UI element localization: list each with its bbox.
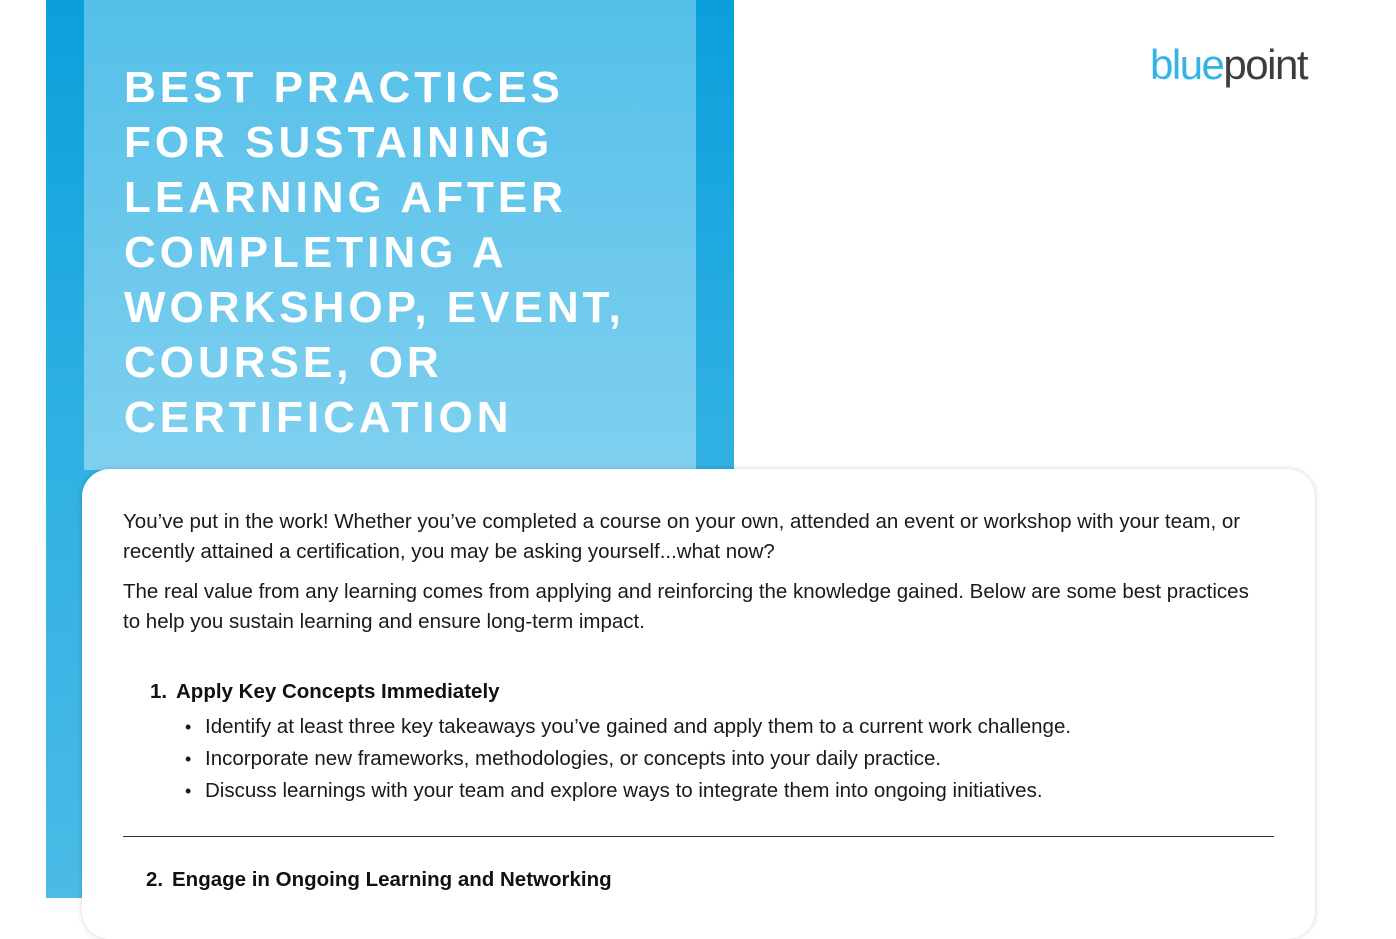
title-line: LEARNING AFTER — [124, 173, 568, 222]
section-heading-1 — [150, 679, 500, 705]
list-item-text: Incorporate new frameworks, methodologies, or concepts into your daily practice. — [205, 747, 942, 770]
title-line: WORKSHOP, EVENT, — [124, 283, 625, 332]
page-title — [124, 60, 684, 445]
logo-text-point: point — [1223, 41, 1307, 88]
section-title: Engage in Ongoing Learning and Networking — [172, 868, 612, 891]
section-heading-2 — [146, 867, 612, 893]
intro-paragraph-2: The real value from any learning comes from applying and reinforcing the knowledge gained. Below are some best practices to help you sustain learning and ensure long-term impact. — [123, 580, 1249, 633]
bullet-icon: • — [185, 717, 192, 737]
list-item — [185, 711, 1071, 743]
logo-text-blue: blue — [1150, 41, 1224, 88]
title-line: COMPLETING A — [124, 228, 508, 277]
section-title: Apply Key Concepts Immediately — [176, 680, 500, 703]
section-number: 1. — [150, 680, 168, 703]
bullet-icon: • — [185, 749, 192, 769]
title-line: CERTIFICATION — [124, 393, 513, 442]
list-item-text: Discuss learnings with your team and explore ways to integrate them into ongoing initiatives. — [205, 779, 1043, 802]
list-item-text: Identify at least three key takeaways you’ve gained and apply them to a current work challenge. — [205, 715, 1072, 738]
intro-paragraph-1: You’ve put in the work! Whether you’ve completed a course on your own, attended an event or workshop with your team, or recently attained a certification, you may be asking yourself...what now? — [123, 510, 1241, 563]
title-line: FOR SUSTAINING — [124, 118, 554, 167]
bullet-icon: • — [185, 781, 192, 801]
list-item — [185, 775, 1071, 807]
section-divider — [123, 836, 1274, 837]
title-line: COURSE, OR — [124, 338, 443, 387]
title-line: BEST PRACTICES — [124, 63, 564, 112]
bluepoint-logo — [1150, 40, 1307, 90]
section-1-bullet-list — [185, 711, 1071, 807]
section-number: 2. — [146, 868, 164, 891]
list-item — [185, 743, 1071, 775]
